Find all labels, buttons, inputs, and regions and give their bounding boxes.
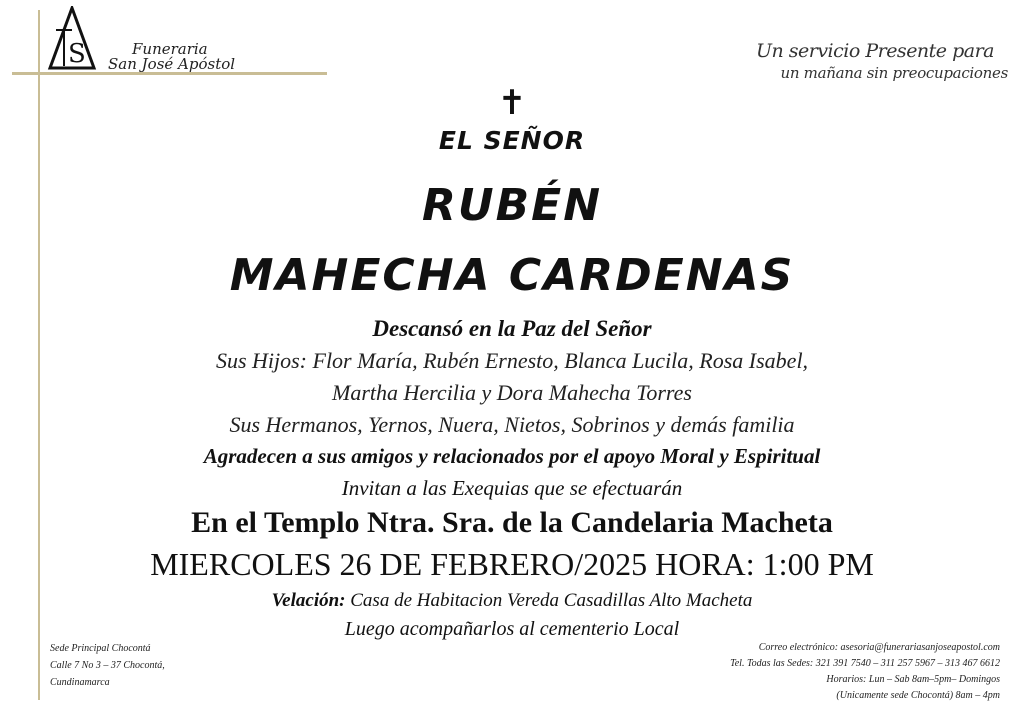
footer-phones: Tel. Todas las Sedes: 321 391 7540 – 311 257 5967 – 313 467 6612	[730, 658, 1000, 669]
footer-left-line2: Calle 7 No 3 – 37 Chocontá,	[50, 660, 165, 671]
children-line-2: Martha Hercilia y Dora Mahecha Torres	[332, 380, 692, 405]
invite-line: Invitan a las Exequias que se efectuarán	[341, 476, 683, 500]
vigil-line	[0, 590, 1024, 612]
deceased-last-name: MAHECHA CARDENAS	[229, 250, 795, 301]
rest-in-peace-line: Descansó en la Paz del Señor	[372, 316, 652, 341]
slogan-line2: un mañana sin preocupaciones	[780, 64, 1008, 82]
children-line-1: Sus Hijos: Flor María, Rubén Ernesto, Blanca Lucila, Rosa Isabel,	[215, 348, 809, 373]
slogan-line1: Un servicio Presente para	[755, 40, 994, 62]
honorific: EL SEÑOR	[438, 126, 586, 155]
footer-hours-note: (Unicamente sede Chocontá) 8am – 4pm	[836, 690, 1000, 701]
fs-monogram-logo-icon	[42, 6, 102, 70]
footer-address	[50, 640, 165, 691]
footer-left-line3: Cundinamarca	[50, 677, 110, 688]
family-line: Sus Hermanos, Yernos, Nuera, Nietos, Sobrinos y demás familia	[229, 412, 795, 437]
svg-text:S: S	[68, 39, 86, 69]
footer-hours: Horarios: Lun – Sab 8am–5pm– Domingos	[826, 674, 1000, 685]
footer-email: Correo electrónico: asesoria@funerariasanjoseapostol.com	[758, 642, 1000, 653]
date-time-line: MIERCOLES 26 DE FEBRERO/2025 HORA: 1:00 PM	[150, 546, 874, 582]
vigil-place: Casa de Habitacion Vereda Casadillas Alto Macheta	[350, 590, 753, 611]
cross-icon: ✝	[497, 83, 527, 123]
thanks-line: Agradecen a sus amigos y relacionados por el apoyo Moral y Espiritual	[203, 444, 821, 468]
vigil-label: Velación:	[271, 590, 346, 611]
footer-contact	[730, 640, 1000, 704]
church-line: En el Templo Ntra. Sra. de la Candelaria Macheta	[191, 506, 833, 539]
brand-name-line1: Funeraria	[132, 40, 208, 58]
deceased-first-name: RUBÉN	[421, 180, 603, 231]
cemetery-line: Luego acompañarlos al cementerio Local	[344, 618, 680, 640]
footer-left-line1: Sede Principal Chocontá	[50, 643, 151, 654]
brand-name-line2: San José Apóstol	[108, 55, 236, 73]
